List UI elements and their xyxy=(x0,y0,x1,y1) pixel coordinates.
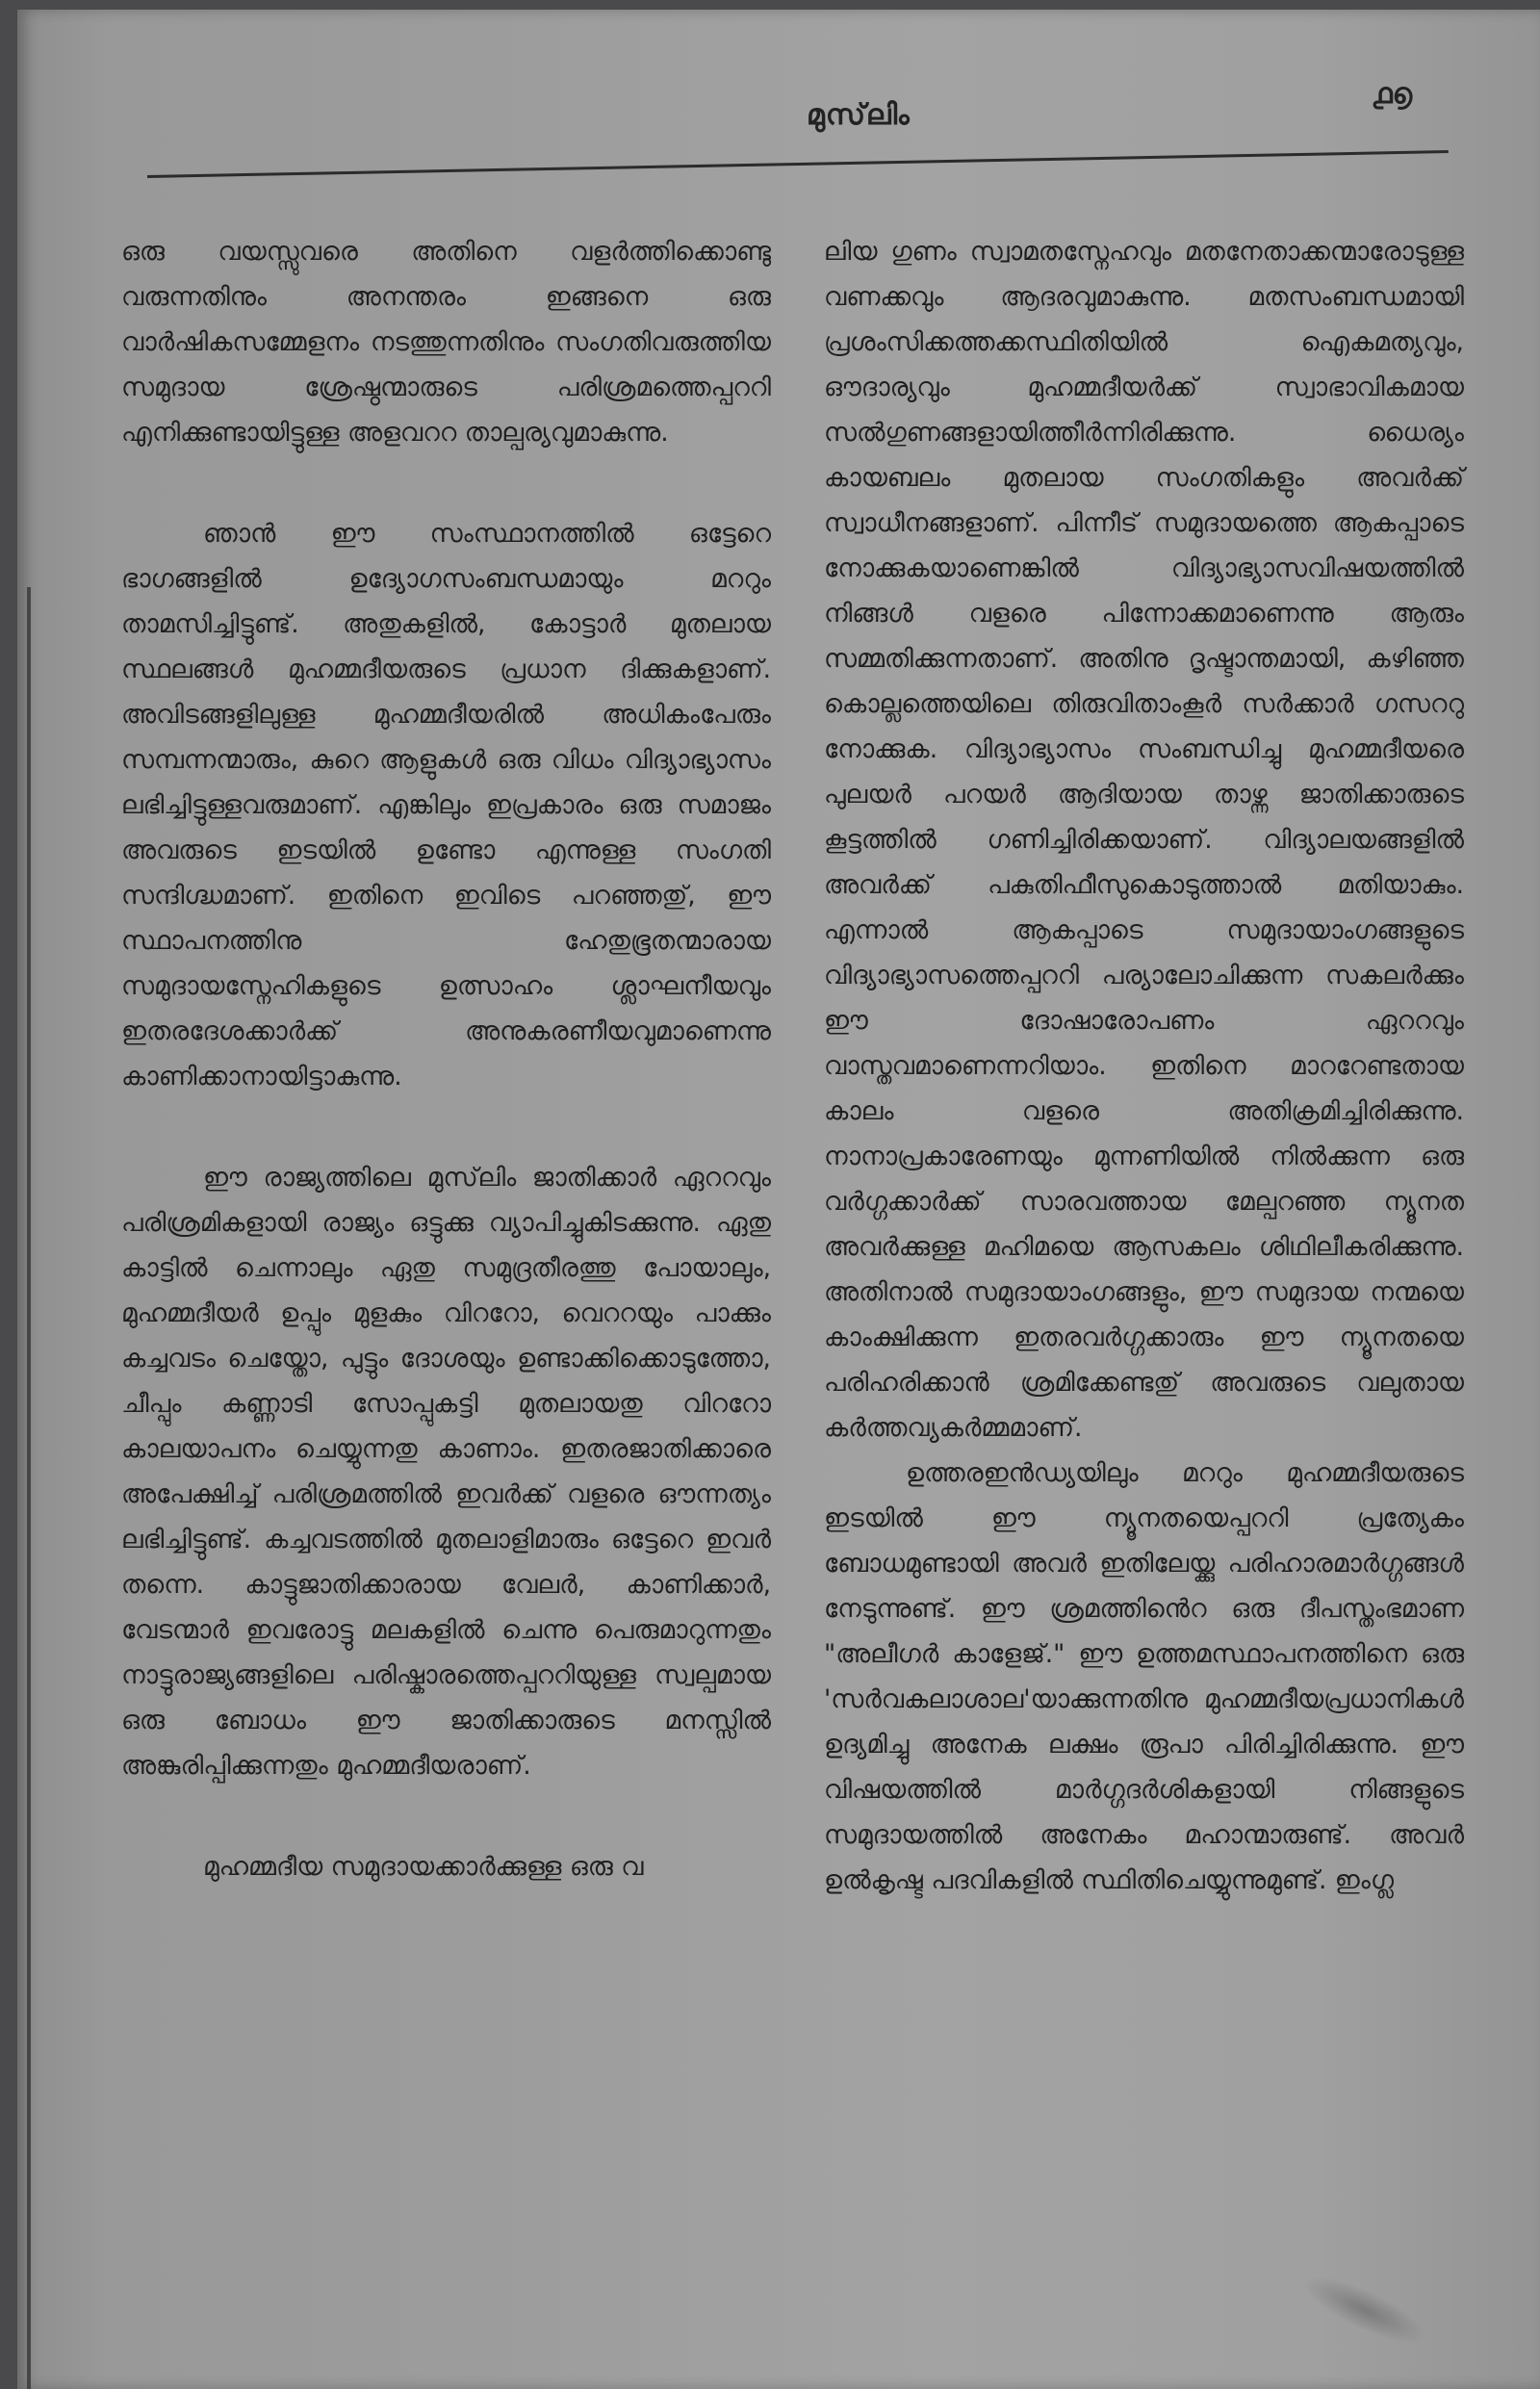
paragraph: മുഹമ്മദീയ സമുദായക്കാർക്കുള്ള ഒരു വ xyxy=(203,1852,644,1882)
page-number: ൧൭ xyxy=(1373,77,1413,111)
header-rule xyxy=(147,150,1449,178)
page-edge-shadow xyxy=(27,587,31,2389)
paragraph: ഉത്തരഇൻഡ്യയിലും മററും മുഹമ്മദീയരുടെ ഇടയിൽ ഈ ന്യൂനതയെപ്പററി പ്രത്യേകം ബോധമുണ്ടായി അവർ ഇതിലേയ്ക്കു പരിഹാരമാർഗ്ഗങ്ങൾ നേടുന്നുണ്ട്. ഈ ശ്രമത്തിൻെറ ഒരു ദീപസ്തംഭമാണ "അലീഗർ കാളേജ്." ഈ ഉത്തമസ്ഥാപനത്തിനെ ഒരു 'സർവകലാശാല'യാക്കുന്നതിനു മുഹമ്മദീയപ്രധാനികൾ ഉദ്യമിച്ചു അനേക ലക്ഷം രൂപാ പിരിച്ചിരിക്കുന്നു. ഈ വിഷയത്തിൽ മാർഗ്ഗദർശികളായി നിങ്ങളുടെ സമുദായത്തിൽ അനേകം മഹാന്മാരുണ്ട്. അവർ ഉൽകൃഷ്ട പദവികളിൽ സ്ഥിതിചെയ്യുന്നുമുണ്ട്. ഇംഗ്ല xyxy=(824,1458,1464,1895)
paragraph: ലിയ ഗുണം സ്വാമതസ്നേഹവും മതനേതാക്കന്മാരോടുള്ള വണക്കവും ആദരവുമാകുന്നു. മതസംബന്ധമായി പ്രശംസിക്കത്തക്കസ്ഥിതിയിൽ ഐകമത്യവും, ഔദാര്യവും മുഹമ്മദീയർക്ക് സ്വാഭാവികമായ സൽഗുണങ്ങളായിത്തീർന്നിരിക്കുന്നു. ധൈര്യം കായബലം മുതലായ സംഗതികളും അവർക്ക് സ്വാധീനങ്ങളാണ്. പിന്നീട് സമുദായത്തെ ആകപ്പാടെ നോക്കുകയാണെങ്കിൽ വിദ്യാഭ്യാസവിഷയത്തിൽ നിങ്ങൾ വളരെ പിന്നോക്കമാണെന്നു ആരും സമ്മതിക്കുന്നതാണ്. അതിനു ദൃഷ്ടാന്തമായി, കഴിഞ്ഞ കൊല്ലത്തെയിലെ തിരുവിതാംകൂർ സർക്കാർ ഗസററു നോക്കുക. വിദ്യാഭ്യാസം സംബന്ധിച്ചു മുഹമ്മദീയരെ പുലയർ പറയർ ആദിയായ താഴ്ന്ന ജാതിക്കാരുടെ കൂട്ടത്തിൽ ഗണിച്ചിരിക്കയാണ്. വിദ്യാലയങ്ങളിൽ അവർക്ക് പകുതിഫീസുകൊടുത്താൽ മതിയാകും. എന്നാൽ ആകപ്പാടെ സമുദായാംഗങ്ങളുടെ വിദ്യാഭ്യാസത്തെപ്പററി പര്യാലോചിക്കുന്ന സകലർക്കും ഈ ദോഷാരോപണം ഏററവും വാസ്തവമാണെന്നറിയാം. ഇതിനെ മാററേണ്ടതായ കാലം വളരെ അതിക്രമിച്ചിരിക്കുന്നു. നാനാപ്രകാരേണയും മുന്നണിയിൽ നിൽക്കുന്ന ഒരു വർഗ്ഗക്കാർക്ക് സാരവത്തായ മേല്പറഞ്ഞ ന്യൂനത അവർക്കുള്ള മഹിമയെ ആസകലം ശിഥിലീകരിക്കുന്നു. അതിനാൽ സമുദായാംഗങ്ങളും, ഈ സമുദായ നന്മയെ കാംക്ഷിക്കുന്ന ഇതരവർഗ്ഗക്കാരും ഈ ന്യൂനതയെ പരിഹരിക്കാൻ ശ്രമിക്കേണ്ടതു് അവരുടെ വലുതായ കർത്തവ്യകർമ്മമാണ്. xyxy=(824,237,1464,1443)
paragraph: ഈ രാജ്യത്തിലെ മുസ്‌ലിം ജാതിക്കാർ ഏററവും പരിശ്രമികളായി രാജ്യം ഒട്ടുക്കു വ്യാപിച്ചുകിടക്കുന്നു. ഏതു കാട്ടിൽ ചെന്നാലും ഏതു സമുദ്രതീരത്തു പോയാലും, മുഹമ്മദീയർ ഉപ്പും മുളകും വിററോ, വെററയും പാക്കും കച്ചവടം ചെയ്തോ, പുട്ടും ദോശയും ഉണ്ടാക്കിക്കൊടുത്തോ, ചീപ്പും കണ്ണാടി സോപ്പുകട്ടി മുതലായതു വിററോ കാലയാപനം ചെയ്യുന്നതു കാണാം. ഇതരജാതിക്കാരെ അപേക്ഷിച്ച് പരിശ്രമത്തിൽ ഇവർക്ക് വളരെ ഔന്നത്യം ലഭിച്ചിട്ടുണ്ട്. കച്ചവടത്തിൽ മുതലാളിമാരും ഒട്ടേറെ ഇവർ തന്നെ. കാട്ടുജാതിക്കാരായ വേലർ, കാണിക്കാർ, വേടന്മാർ ഇവരോട്ടു മലകളിൽ ചെന്നു പെരുമാറുന്നതും നാട്ടുരാജ്യങ്ങളിലെ പരിഷ്കാരത്തെപ്പററിയുള്ള സ്വല്പമായ ഒരു ബോധം ഈ ജാതിക്കാരുടെ മനസ്സിൽ അങ്കുരിപ്പിക്കുന്നതും മുഹമ്മദീയരാണ്. xyxy=(121,1163,771,1781)
ink-smudge xyxy=(1296,2264,1434,2355)
running-title: മുസ്‌ലിം xyxy=(807,98,911,132)
paragraph: ഒരു വയസ്സുവരെ അതിനെ വളർത്തിക്കൊണ്ടു വരുന്നതിനും അനന്തരം ഇങ്ങനെ ഒരു വാർഷികസമ്മേളനം നടത്തുന്നതിനും സംഗതിവരുത്തിയ സമുദായ ശ്രേഷ്ഠന്മാരുടെ പരിശ്രമത്തെപ്പററി എനിക്കുണ്ടായിട്ടുള്ള അളവററ താല്പര്യവുമാകുന്നു. xyxy=(121,237,771,448)
scanned-page xyxy=(17,10,1540,2389)
right-column xyxy=(824,229,1464,1903)
paragraph: ഞാൻ ഈ സംസ്ഥാനത്തിൽ ഒട്ടേറെ ഭാഗങ്ങളിൽ ഉദ്യോഗസംബന്ധമായും മററും താമസിച്ചിട്ടുണ്ട്. അതുകളിൽ, കോട്ടാർ മുതലായ സ്ഥലങ്ങൾ മുഹമ്മദീയരുടെ പ്രധാന ദിക്കുകളാണ്. അവിടങ്ങളിലുള്ള മുഹമ്മദീയരിൽ അധികംപേരും സമ്പന്നന്മാരും, കുറെ ആളുകൾ ഒരു വിധം വിദ്യാഭ്യാസം ലഭിച്ചിട്ടുള്ളവരുമാണ്. എങ്കിലും ഇപ്രകാരം ഒരു സമാജം അവരുടെ ഇടയിൽ ഉണ്ടോ എന്നുള്ള സംഗതി സന്ദിഗ്ദ്ധമാണ്. ഇതിനെ ഇവിടെ പറഞ്ഞതു്, ഈ സ്ഥാപനത്തിനു ഹേതുഭൂതന്മാരായ സമുദായസ്നേഹികളുടെ ഉത്സാഹം ശ്ലാഘനീയവും ഇതരദേശക്കാർക്ക് അനുകരണീയവുമാണെന്നു കാണിക്കാനായിട്ടാകുന്നു. xyxy=(121,519,771,1092)
left-column xyxy=(121,229,771,1889)
